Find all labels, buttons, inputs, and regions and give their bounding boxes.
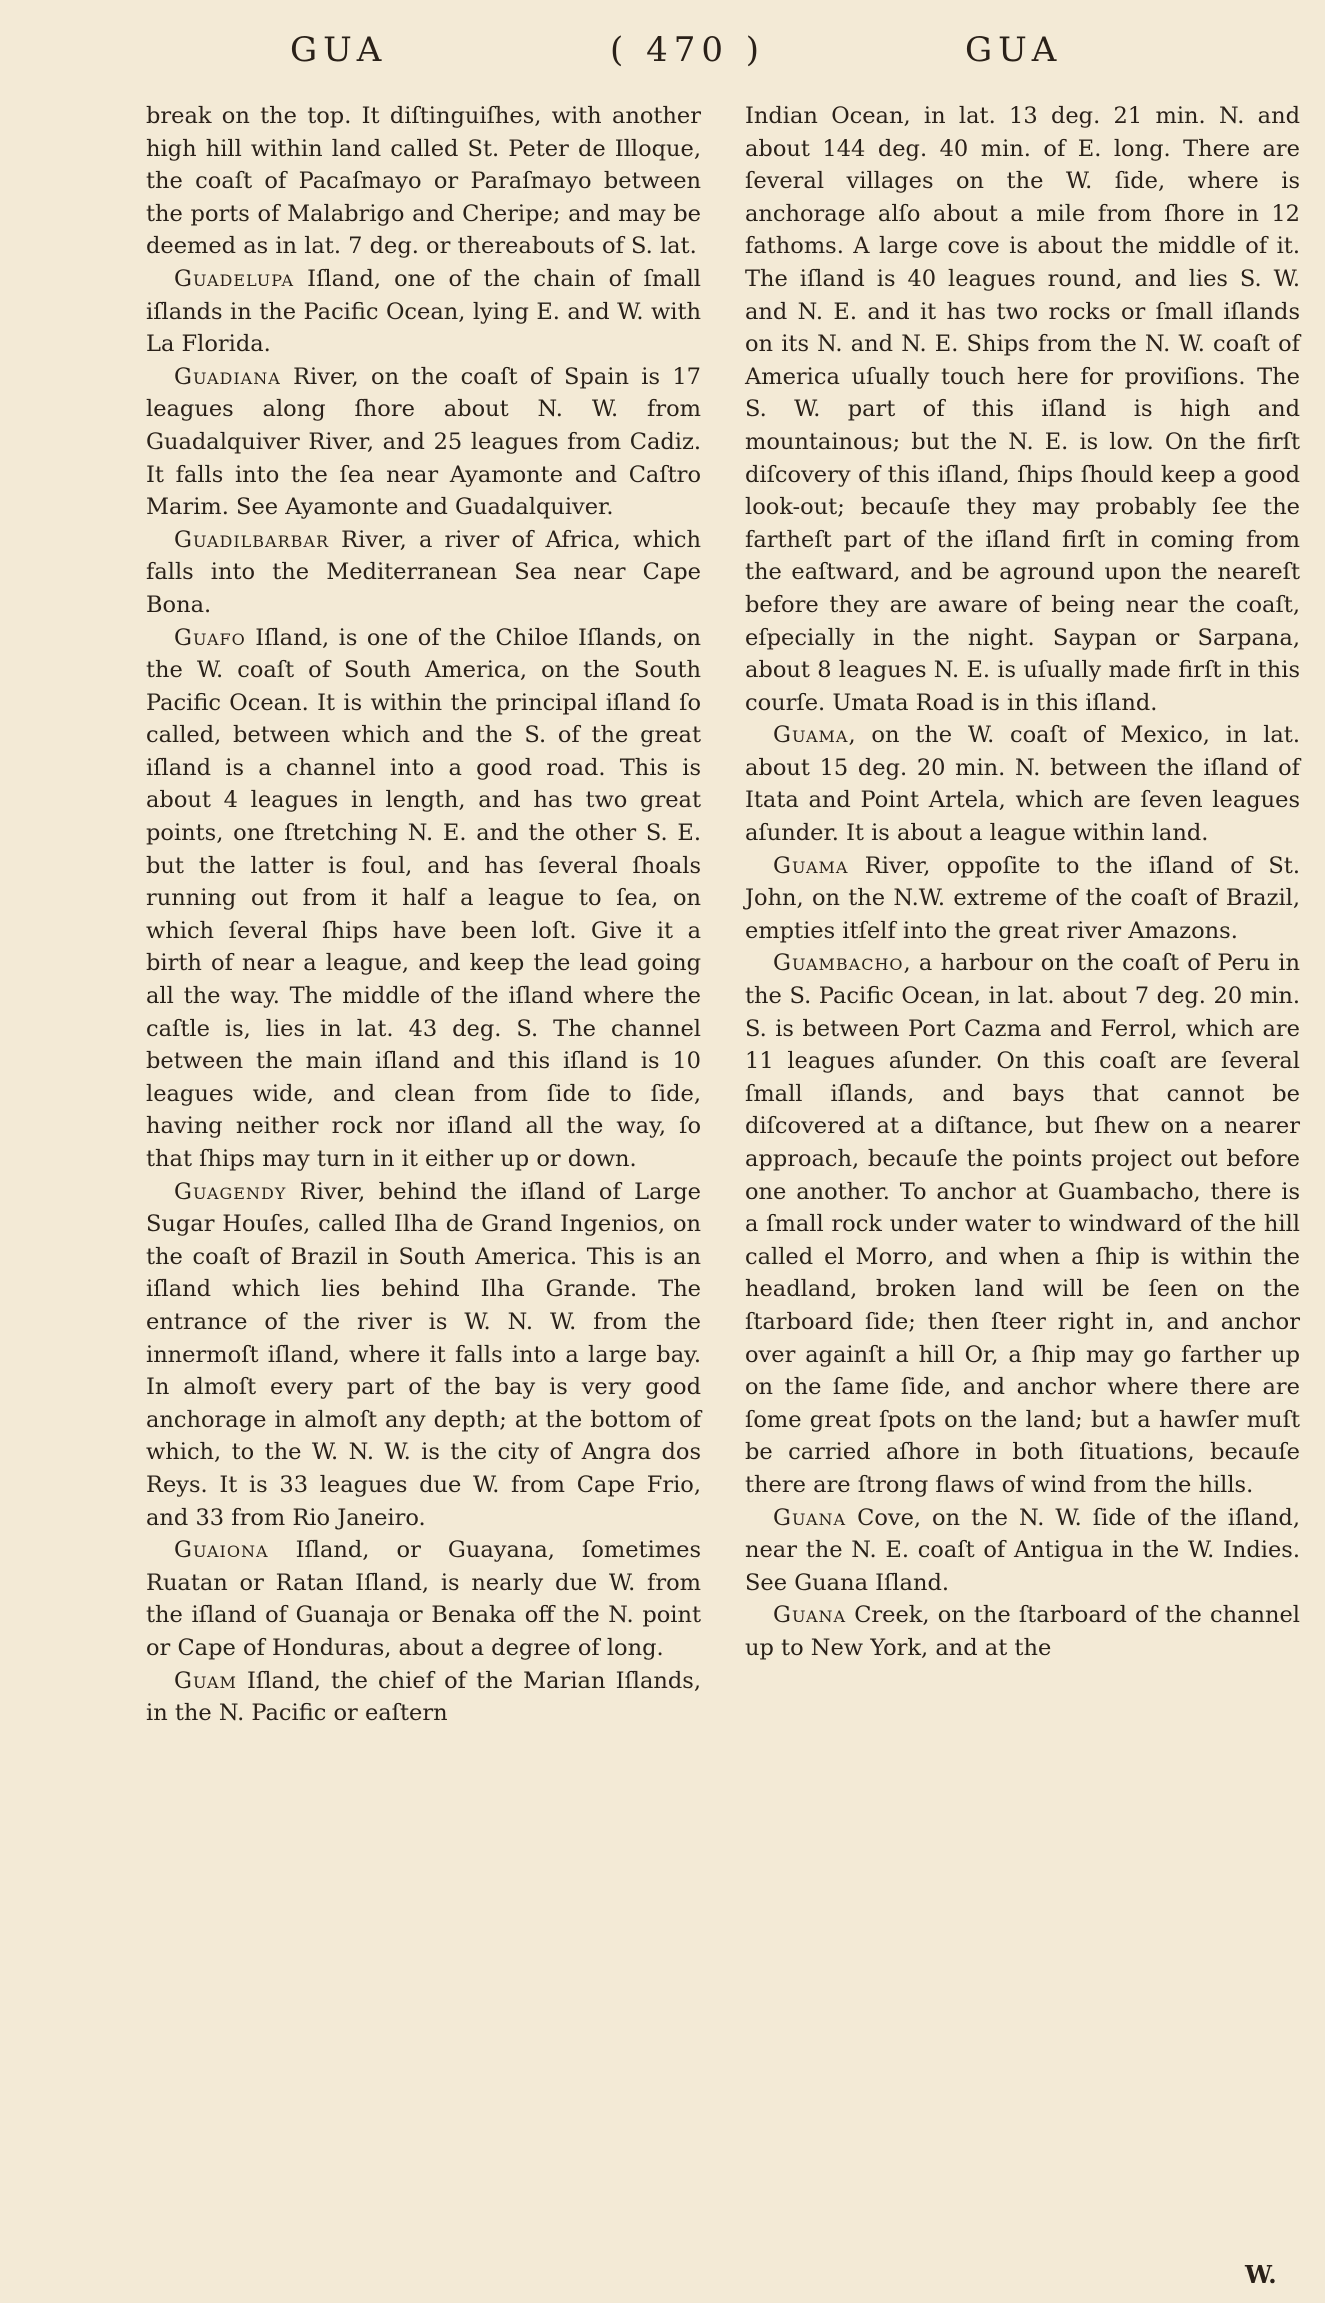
- left-column: [146, 100, 701, 1730]
- entry: [745, 1502, 1300, 1600]
- entry: [146, 524, 701, 622]
- entry-text: Iſland, the chief of the Marian Iſlands, in the N. Pacific or eaſtern: [146, 1667, 701, 1727]
- page-number: ( 470 ): [610, 30, 766, 70]
- entry-text: River, behind the iſland of Large Sugar Houſes, called Ilha de Grand Ingenios, on the coaſt of Brazil in South America. This is an iſland which lies behind Ilha Grande. The entrance of the river is W. N. W. from the innermoſt iſland, where it falls into a large bay. In almoſt every part of the bay is very good anchorage in almoſt any depth; at the bottom of which, to the W. N. W. is the city of Angra dos Reys. It is 33 leagues due W. from Cape Frio, and 33 from Rio Janeiro.: [146, 1178, 701, 1531]
- entry: [146, 1176, 701, 1535]
- entry-text: Iſland, one of the chain of ſmall iſlands in the Pacific Ocean, lying E. and W. with La Florida.: [146, 265, 701, 358]
- entry-text: River, on the coaſt of Spain is 17 leagues along ſhore about N. W. from Guadalquiver River, and 25 leagues from Cadiz. It falls into the ſea near Ayamonte and Caſtro Marim. See Ayamonte and Guadalquiver.: [146, 363, 701, 521]
- entry-text: Cove, on the N. W. ſide of the iſland, near the N. E. coaſt of Antigua in the W. Indies. See Guana Iſland.: [745, 1504, 1300, 1596]
- paragraph-text: Indian Ocean, in lat. 13 deg. 21 min. N. and about 144 deg. 40 min. of E. long. There are ſeveral villages on the W. ſide, where is anchorage alſo about a mile from ſhore in 12 fathoms. A large cove is about the middle of it. The iſland is 40 leagues round, and lies S. W. and N. E. and it has two rocks or ſmall iſlands on its N. and N. E. Ships from the N. W. coaſt of America uſually touch here for proviſions. The S. W. part of this iſland is high and mountainous; but the N. E. is low. On the firſt diſcovery of this iſland, ſhips ſhould keep a good look-out; becauſe they may probably ſee the fartheſt part of the iſland firſt in coming from the eaſtward, and be aground upon the neareſt before they are aware of being near the coaſt, eſpecially in the night. Saypan or Sarpana, about 8 leagues N. E. is uſually made firſt in this courſe. Umata Road is in this iſland.: [745, 103, 1300, 716]
- entry-headword: Guadilbarbar: [174, 526, 330, 553]
- entry-headword: Guaiona: [174, 1537, 269, 1564]
- header-right-word: GUA: [965, 30, 1063, 70]
- entry: [146, 1534, 701, 1664]
- entry: [745, 947, 1300, 1501]
- entry-text: River, a river of Africa, which falls into the Mediterranean Sea near Cape Bona.: [146, 526, 701, 618]
- paragraph: [745, 100, 1300, 719]
- entry: [146, 1665, 701, 1730]
- entry: [745, 1599, 1300, 1664]
- entry: [745, 850, 1300, 948]
- paragraph-text: break on the top. It diſtinguiſhes, with another high hill within land called St. Peter de Illoque, the coaſt of Pacaſmayo or Paraſmayo between the ports of Malabrigo and Cheripe; and may be deemed as in lat. 7 deg. or thereabouts of S. lat.: [146, 103, 701, 260]
- paragraph: [146, 100, 701, 263]
- entry: [146, 622, 701, 1176]
- entry: [146, 361, 701, 524]
- entry-headword: Guana: [773, 1602, 847, 1629]
- catchword: W.: [1245, 2260, 1277, 2289]
- header-left-word: GUA: [290, 30, 388, 70]
- entry-text: , on the W. coaſt of Mexico, in lat. about 15 deg. 20 min. N. between the iſland of Itata and Point Artela, which are ſeven leagues aſunder. It is about a league within land.: [745, 722, 1300, 847]
- entry: [745, 719, 1300, 849]
- entry-headword: Guama: [773, 852, 849, 879]
- entry-text: River, oppoſite to the iſland of St. John, on the N.W. extreme of the coaſt of Brazil, empties itſelf into the great river Amazons.: [745, 852, 1300, 944]
- entry-text: Iſland, or Guayana, ſometimes Ruatan or Ratan Iſland, is nearly due W. from the iſland of Guanaja or Benaka off the N. point or Cape of Honduras, about a degree of long.: [146, 1537, 701, 1661]
- entry: [146, 263, 701, 361]
- entry-text: Iſland, is one of the Chiloe Iſlands, on the W. coaſt of South America, on the South Pacific Ocean. It is within the principal iſland ſo called, between which and the S. of the great iſland is a channel into a good road. This is about 4 leagues in length, and has two great points, one ſtretching N. E. and the other S. E. but the latter is foul, and has ſeveral ſhoals running out from it half a league to ſea, on which ſeveral ſhips have been loſt. Give it a birth of near a league, and keep the lead going all the way. The middle of the iſland where the caſtle is, lies in lat. 43 deg. S. The channel between the main iſland and this iſland is 10 leagues wide, and clean from ſide to ſide, having neither rock nor iſland all the way, ſo that ſhips may turn in it either up or down.: [146, 624, 701, 1172]
- entry-text: Creek, on the ſtarboard of the channel up to New York, and at the: [745, 1602, 1300, 1661]
- entry-headword: Guadelupa: [174, 265, 295, 292]
- entry-headword: Guadiana: [174, 363, 281, 390]
- entry-headword: Guam: [174, 1667, 237, 1694]
- entry-headword: Guagendy: [174, 1178, 287, 1205]
- entry-headword: Guana: [773, 1504, 847, 1531]
- entry-headword: Guambacho: [773, 950, 904, 977]
- running-header: [0, 30, 1325, 90]
- entry-headword: Guafo: [174, 624, 246, 651]
- entry-text: , a harbour on the coaſt of Peru in the S. Pacific Ocean, in lat. about 7 deg. 20 min. S. is between Port Cazma and Ferrol, which are 11 leagues aſunder. On this coaſt are ſeveral ſmall iſlands, and bays that cannot be diſcovered at a diſtance, but ſhew on a nearer approach, becauſe the points project out before one another. To anchor at Guambacho, there is a ſmall rock under water to windward of the hill called el Morro, and when a ſhip is within the headland, broken land will be ſeen on the ſtarboard ſide; then ſteer right in, and anchor over againſt a hill Or, a ſhip may go farther up on the ſame ſide, and anchor where there are ſome great ſpots on the land; but a hawſer muſt be carried aſhore in both ſituations, becauſe there are ſtrong flaws of wind from the hills.: [745, 950, 1300, 1498]
- entry-headword: Guama: [773, 722, 849, 749]
- right-column: [745, 100, 1300, 1665]
